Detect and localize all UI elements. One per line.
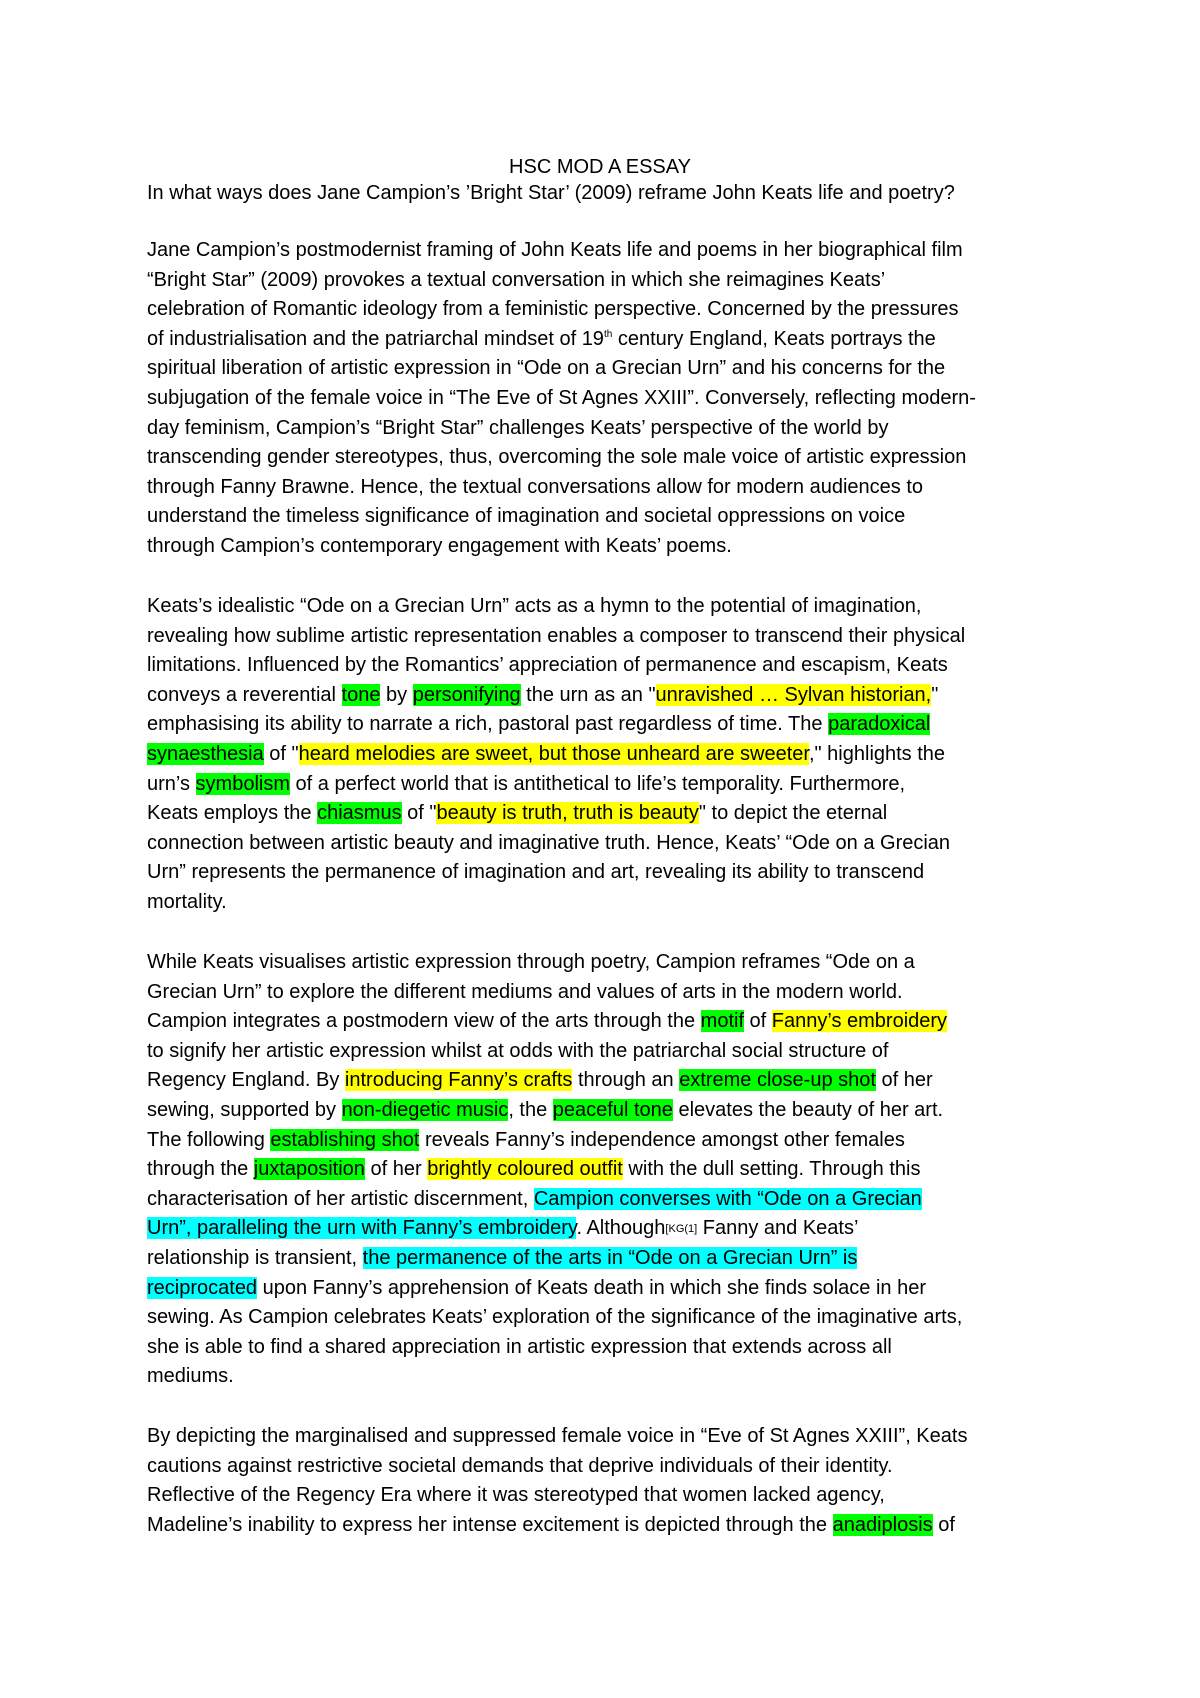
text-segment: of a perfect world that is antithetical to life’s temporality. Furthermore, [290,772,906,795]
text-segment: By depicting the marginalised and suppressed female voice in “Eve of St Agnes XXIII”, Keats [147,1425,968,1447]
text-line [147,325,1067,355]
essay-title: HSC MOD A ESSAY [509,156,691,178]
text-line [147,1007,1067,1037]
highlight-quote: unravished … Sylvan historian, [655,683,932,706]
text-segment: of industrialisation and the patriarchal mindset of 19 [147,327,604,350]
text-segment: Madeline’s inability to express her intense excitement is depicted through the [147,1513,833,1536]
highlight-link: Campion converses with “Ode on a Grecian [533,1187,922,1210]
text-line [147,1303,1067,1333]
text-segment: mortality. [147,890,227,913]
text-segment: with the dull setting. Through this [622,1158,921,1181]
highlight-quote: beauty is truth, truth is beauty [436,802,699,825]
comment-marker: [KG(1] [665,1223,698,1236]
text-line [147,266,1067,296]
text-segment: Campion integrates a postmodern view of the arts through the [147,1010,701,1033]
text-segment: of [744,1010,772,1033]
text-line [147,858,1067,888]
text-line [147,1511,1067,1541]
text-line [147,888,1067,918]
text-line [147,532,1067,562]
highlight-quote: brightly coloured outfit [427,1158,623,1181]
text-line [147,1126,1067,1156]
text-segment: the urn as an " [520,683,656,706]
text-segment: century England, Keats portrays the [612,327,936,350]
text-segment: spiritual liberation of artistic expression in “Ode on a Grecian Urn” and his concerns for the [147,357,946,380]
text-segment: through Fanny Brawne. Hence, the textual conversations allow for modern audiences to [147,475,923,498]
highlight-quote: Fanny’s embroidery [771,1010,948,1033]
text-segment: Keats employs the [147,802,318,825]
text-segment: characterisation of her artistic discernment, [147,1187,534,1210]
text-segment: transcending gender stereotypes, thus, overcoming the sole male voice of artistic expression [147,446,967,469]
text-segment: " [931,683,939,706]
text-line [147,1452,1067,1482]
text-segment: Keats’s idealistic “Ode on a Grecian Urn” acts as a hymn to the potential of imagination, [147,595,922,617]
text-segment: through the [147,1158,254,1181]
text-segment: by [380,683,413,706]
text-line [147,443,1067,473]
highlight-technique: anadiplosis [832,1513,933,1536]
text-line [147,799,1067,829]
highlight-technique: motif [700,1010,744,1033]
text-segment: relationship is transient, [147,1246,363,1269]
text-segment: she is able to find a shared appreciation in artistic expression that extends across all [147,1335,892,1358]
text-segment: reveals Fanny’s independence amongst other females [419,1128,905,1151]
text-segment: Regency England. By [147,1069,345,1092]
text-line [147,1037,1067,1067]
text-segment: . Although [576,1217,666,1240]
text-segment: of her [875,1069,933,1092]
text-segment: subjugation of the female voice in “The Eve of St Agnes XXIII”. Conversely, reflecting modern- [147,386,976,409]
text-segment: While Keats visualises artistic expression through poetry, Campion reframes “Ode on a [147,951,915,973]
essay-question: In what ways does Jane Campion’s ’Bright Star’ (2009) reframe John Keats life and poetry? [147,182,955,204]
text-segment: Urn” represents the permanence of imagination and art, revealing its ability to transcend [147,861,925,884]
text-segment: day feminism, Campion’s “Bright Star” challenges Keats’ perspective of the world by [147,416,889,439]
text-line [147,1362,1067,1392]
text-segment: The following [147,1128,271,1151]
text-segment: emphasising its ability to narrate a rich, pastoral past regardless of time. The [147,713,829,736]
highlight-link: Urn”, paralleling the urn with Fanny’s embroidery [147,1217,577,1240]
text-line [147,354,1067,384]
highlight-technique: paradoxical [828,713,931,736]
text-segment: urn’s [147,772,196,795]
text-line [147,1155,1067,1185]
text-line [147,1096,1067,1126]
text-segment: Jane Campion’s postmodernist framing of John Keats life and poems in her biographical film [147,239,963,261]
text-segment: ," highlights the [808,742,946,765]
text-segment: connection between artistic beauty and imaginative truth. Hence, Keats’ “Ode on a Grecian [147,831,951,854]
text-line [147,829,1067,859]
text-segment: sewing, supported by [147,1098,342,1121]
text-line [147,978,1067,1008]
text-segment: conveys a reverential [147,683,342,706]
text-line [147,1244,1067,1274]
highlight-technique: non-diegetic music [341,1098,509,1121]
text-segment: through Campion’s contemporary engagement with Keats’ poems. [147,534,732,557]
text-segment: to signify her artistic expression whilst at odds with the patriarchal social structure of [147,1039,889,1062]
text-line [147,948,1067,978]
text-line [147,414,1067,444]
text-segment: sewing. As Campion celebrates Keats’ exploration of the significance of the imaginative arts, [147,1306,963,1329]
highlight-link: the permanence of the arts in “Ode on a Grecian Urn” is [362,1246,858,1269]
text-line [147,1274,1067,1304]
text-segment: of her [364,1158,428,1181]
text-line [147,592,1067,622]
text-segment: through an [572,1069,680,1092]
highlight-technique: establishing shot [270,1128,420,1151]
ordinal-suffix: th [603,328,613,340]
highlight-technique: extreme close-up shot [679,1069,876,1092]
text-line [147,1185,1067,1215]
paragraph-eve-of-st-agnes [147,1422,1067,1540]
text-line [147,236,1067,266]
highlight-technique: synaesthesia [147,742,264,765]
highlight-quote: introducing Fanny’s crafts [344,1069,573,1092]
text-segment: Grecian Urn” to explore the different mediums and values of arts in the modern world. [147,980,903,1003]
text-line [147,1481,1067,1511]
text-segment: of [932,1513,955,1536]
text-line [147,1214,1067,1244]
text-segment: of " [263,742,299,765]
text-line [147,770,1067,800]
text-segment: mediums. [147,1365,234,1388]
paragraph-ode-analysis [147,592,1067,918]
text-segment: cautions against restrictive societal demands that deprive individuals of their identity. [147,1454,893,1477]
text-line [147,1066,1067,1096]
paragraph-introduction [147,236,1067,562]
text-segment: limitations. Influenced by the Romantics’ appreciation of permanence and escapism, Keats [147,654,948,677]
text-segment: of " [401,802,437,825]
text-line [147,622,1067,652]
text-line [147,1422,1067,1452]
text-segment: elevates the beauty of her art. [672,1098,944,1121]
text-line [147,295,1067,325]
highlight-technique: chiasmus [317,802,402,825]
text-segment: “Bright Star” (2009) provokes a textual conversation in which she reimagines Keats’ [147,268,886,291]
text-segment: " to depict the eternal [698,802,888,825]
highlight-link: reciprocated [147,1276,258,1299]
text-line [147,740,1067,770]
highlight-technique: peaceful tone [552,1098,673,1121]
highlight-quote: heard melodies are sweet, but those unheard are sweeter [298,742,809,765]
highlight-technique: juxtaposition [253,1158,365,1181]
text-line [147,681,1067,711]
text-segment: Reflective of the Regency Era where it was stereotyped that women lacked agency, [147,1484,885,1507]
text-segment: understand the timeless significance of imagination and societal oppressions on voice [147,505,906,528]
highlight-technique: tone [341,683,381,706]
text-line [147,473,1067,503]
text-line [147,502,1067,532]
highlight-technique: symbolism [195,772,290,795]
text-line [147,651,1067,681]
paragraph-campion-embroidery [147,948,1067,1392]
text-segment: , the [508,1098,553,1121]
text-segment: upon Fanny’s apprehension of Keats death in which she finds solace in her [257,1276,927,1299]
text-segment: revealing how sublime artistic representation enables a composer to transcend their physical [147,624,966,647]
highlight-technique: personifying [412,683,521,706]
text-line [147,1333,1067,1363]
text-line [147,710,1067,740]
text-segment: celebration of Romantic ideology from a feministic perspective. Concerned by the pressures [147,298,959,321]
text-line [147,384,1067,414]
text-segment: Fanny and Keats’ [697,1217,859,1240]
